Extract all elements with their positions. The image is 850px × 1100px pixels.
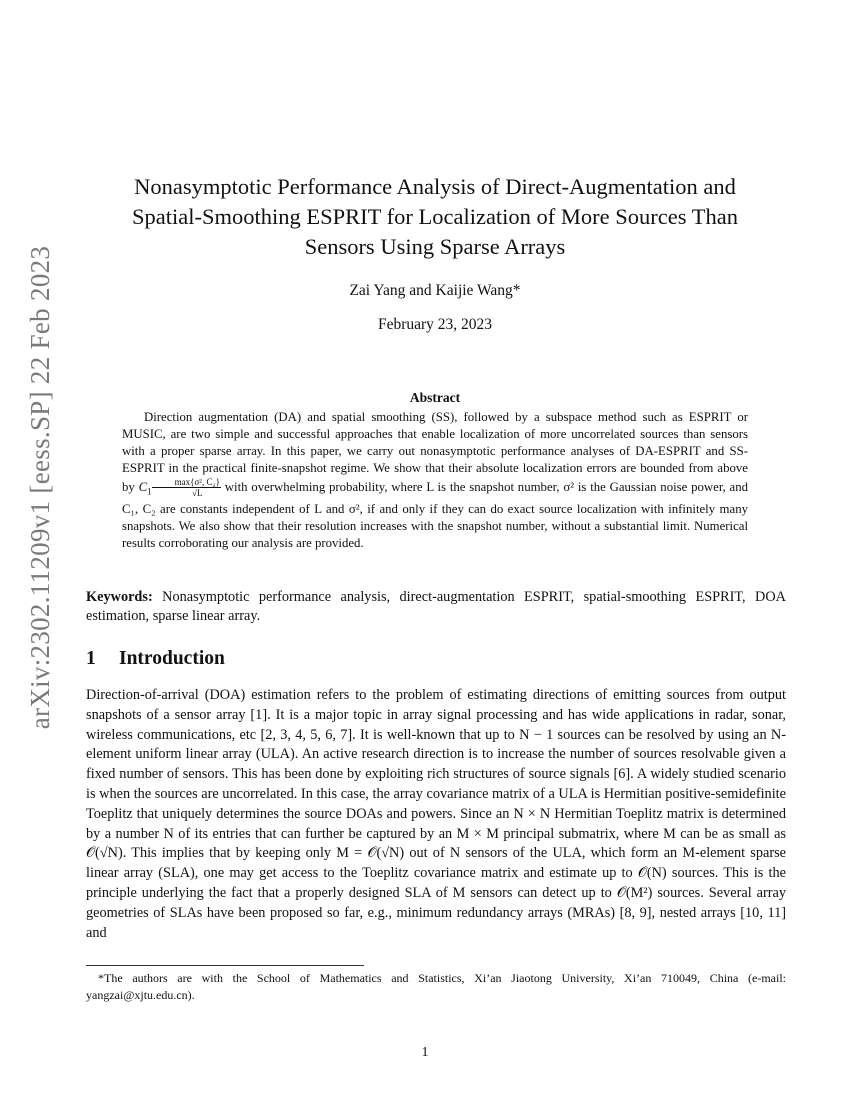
error-bound-formula <box>138 477 221 498</box>
arxiv-identifier: arXiv:2302.11209v1 [eess.SP] 22 Feb 2023 <box>25 245 56 729</box>
abstract-heading: Abstract <box>409 390 461 405</box>
abstract-body <box>122 409 748 552</box>
intro-text-2: . This implies that by keeping only M = <box>122 845 363 862</box>
introduction-paragraph <box>86 686 786 943</box>
section-number: 1 <box>86 648 96 669</box>
intro-text-5: sources. Several array geometries of SLAs have been proposed so far, e.g., minimum redundancy arrays (MRAs) [8, 9], nested arrays [10, 11] and <box>86 884 787 941</box>
section-heading <box>86 648 225 670</box>
bound-coefficient: C <box>138 480 148 495</box>
page-number: 1 <box>421 1045 429 1060</box>
author-footnote: *The authors are with the School of Mathematics and Statistics, Xi’an Jiaotong University, Xi’an 710049, China (e-mail: yangzai@xjtu.edu.cn). <box>86 971 786 1002</box>
intro-math-3: 𝒪(N) <box>637 865 667 882</box>
paper-title: Nonasymptotic Performance Analysis of Direct-Augmentation and Spatial-Smoothing ESPRIT for Localization of More Sources Than Sensors Using Sparse Arrays <box>132 174 738 259</box>
intro-text-4: sources. This is the principle underlying the fact that a properly designed SLA of M sensors can detect up to <box>86 865 786 901</box>
abstract-text-3: L is the snapshot number, σ² is the Gaussian noise power, and C₁, C₂ are constants independent of L and σ², if and only if they can do exact source localization with infinitely many snapshots. We also show that their resolution increases with the snapshot number, without a substantial limit. Numerical results corroborating our analysis are provided. <box>122 480 749 550</box>
paper-authors: Zai Yang and Kaijie Wang* <box>349 282 521 299</box>
keywords-label: Keywords: <box>86 589 153 605</box>
arxiv-side-stamp <box>18 245 64 729</box>
keywords <box>86 588 786 626</box>
bound-denominator: √L <box>192 488 203 498</box>
bound-fraction <box>152 477 221 498</box>
bound-numerator: max{σ², C₂} <box>152 477 221 488</box>
section-title: Introduction <box>119 648 225 669</box>
abstract-text-1: Direction augmentation (DA) and spatial smoothing (SS), followed by a subspace method such as ESPRIT or MUSIC, are two simple and successful approaches that enable localization of more uncorrelated sources than sensors with a proper sparse array. In this paper, we carry out nonasymptotic performance analyses of DA-ESPRIT and SS-ESPRIT in the practical finite-snapshot regime. We show that their absolute localization errors are bounded from above by <box>122 410 748 495</box>
abstract-text-2: with overwhelming probability, where <box>224 480 423 495</box>
intro-math-2: 𝒪(√N) <box>367 845 405 862</box>
intro-math-1: 𝒪(√N) <box>86 845 123 862</box>
intro-text-3: out of N sensors of the ULA, which form an M-element sparse linear array (SLA), one may get access to the Toeplitz covariance matrix and estimate up to <box>86 845 787 882</box>
paper-date: February 23, 2023 <box>377 316 493 333</box>
intro-text-1: Direction-of-arrival (DOA) estimation refers to the problem of estimating directions of emitting sources from output snapshots of a sensor array [1]. It is a major topic in array signal processing and has wide applications in radar, sonar, wireless communications, etc [2, 3, 4, 5, 6, 7]. It is well-known that up to N − 1 sources can be resolved by using an N-element uniform linear array (ULA). An active research direction is to increase the number of sources resolvable given a fixed number of sensors. This has been done by exploiting rich structures of source signals [6]. A widely studied scenario is when the sources are uncorrelated. In this case, the array covariance matrix of a ULA is Hermitian positive-semidefinite Toeplitz that uniquely determines the source DOAs and powers. Since an N × N Hermitian Toeplitz matrix is determined by a number N of its entries that can further be captured by an M × M principal submatrix, where M can be as small as <box>86 687 786 842</box>
keywords-text: Nonasymptotic performance analysis, direct-augmentation ESPRIT, spatial-smoothing ESPRIT, DOA estimation, sparse linear array. <box>86 589 787 624</box>
footnote-rule <box>86 965 364 966</box>
bound-subscript: 1 <box>147 486 152 497</box>
intro-math-4: 𝒪(M²) <box>616 884 653 901</box>
